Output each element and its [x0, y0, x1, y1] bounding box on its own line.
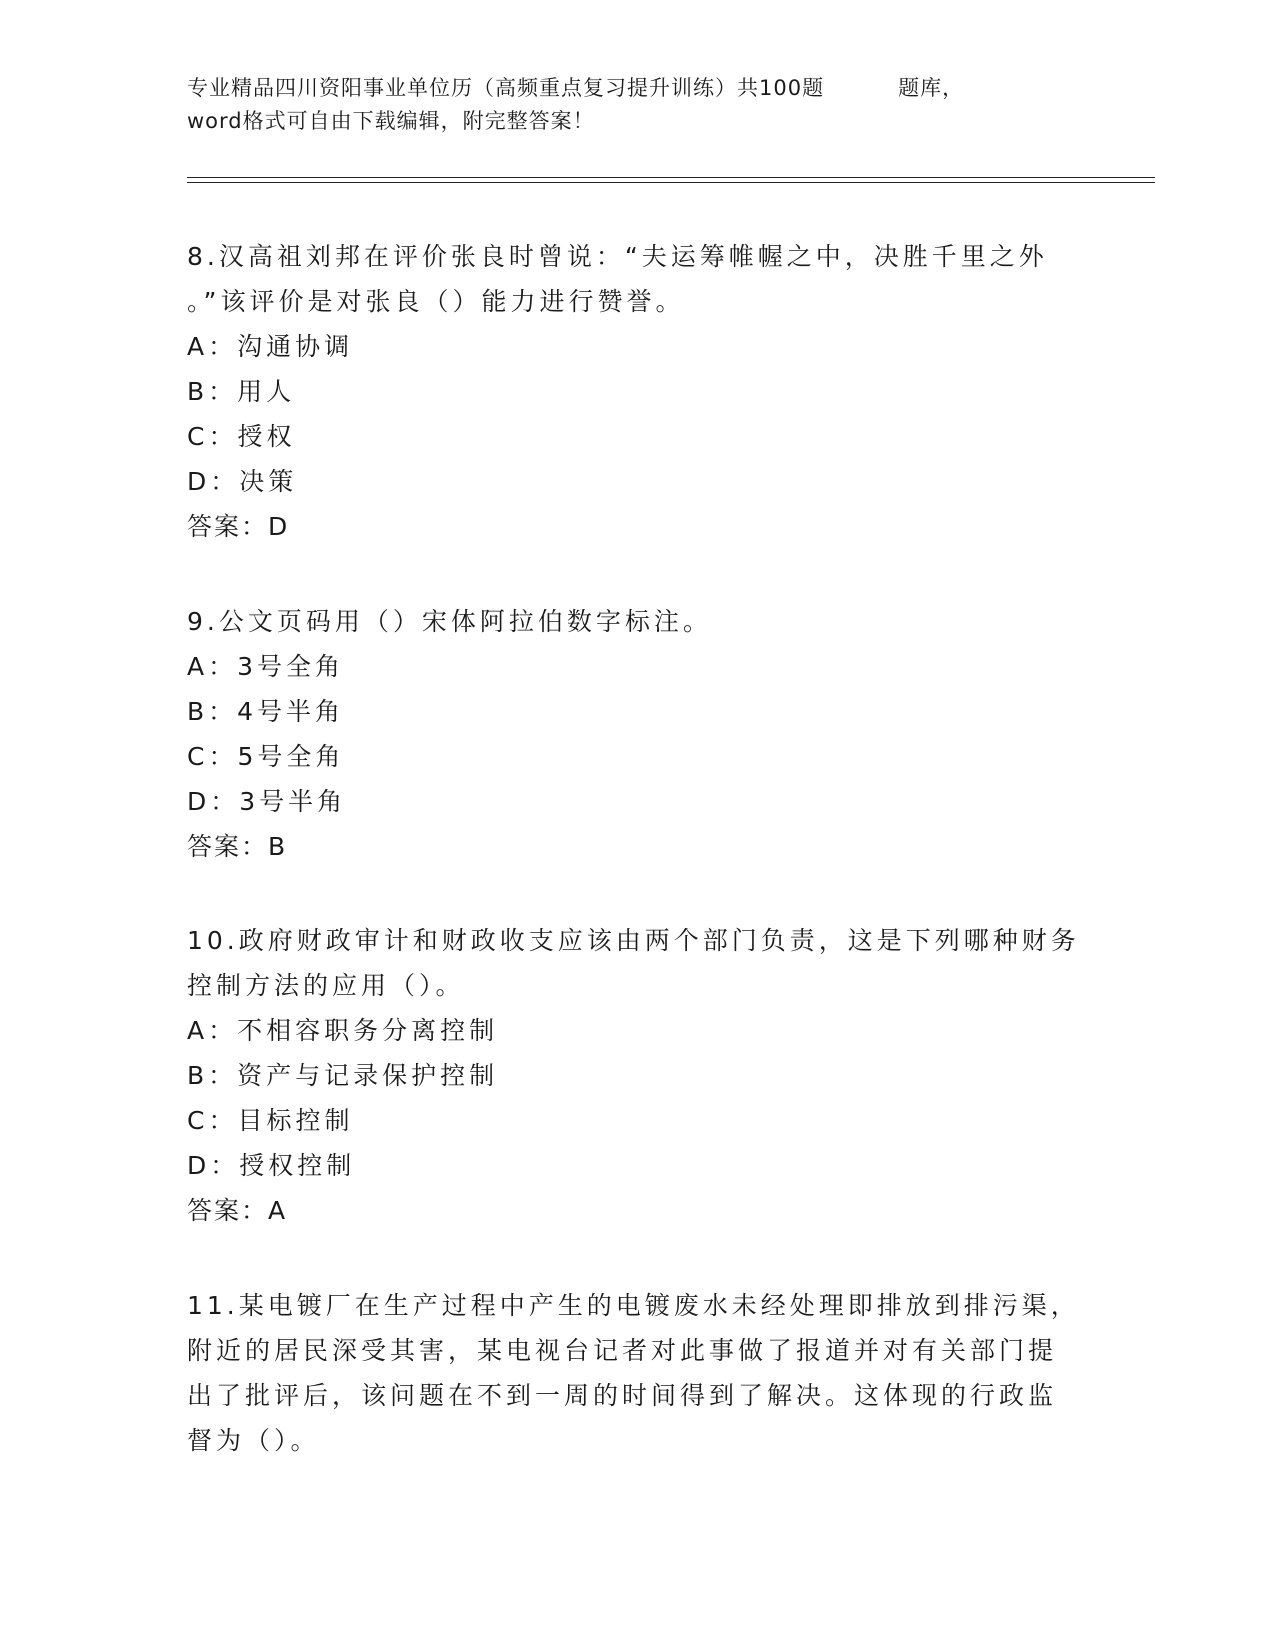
header-title: 专业精品四川资阳事业单位历（高频重点复习提升训练）共100题 [187, 76, 825, 100]
header-line-1 [187, 72, 1087, 105]
answer: 答案：B [187, 832, 288, 861]
question-stem-line: 附近的居民深受其害，某电视台记者对此事做了报道并对有关部门提 [187, 1336, 1058, 1365]
option-b: B：用人 [187, 377, 296, 406]
header-title-suffix: 题库， [898, 76, 965, 100]
question-9 [187, 599, 1087, 869]
option-a: A：3号全角 [187, 652, 345, 681]
question-stem-line: 控制方法的应用（）。 [187, 971, 465, 1000]
question-stem-line: 督为（）。 [187, 1426, 320, 1455]
question-11 [187, 1283, 1087, 1463]
option-c: C：授权 [187, 422, 296, 451]
question-stem-line: 出了批评后，该问题在不到一周的时间得到了解决。这体现的行政监 [187, 1381, 1058, 1410]
answer: 答案：A [187, 1196, 288, 1225]
option-a: A：不相容职务分离控制 [187, 1016, 499, 1045]
option-d: D：3号半角 [187, 787, 347, 816]
document-header [187, 72, 1087, 138]
header-divider-top [187, 177, 1155, 178]
question-8 [187, 234, 1087, 549]
option-b: B：资产与记录保护控制 [187, 1061, 499, 1090]
header-divider-bottom [187, 182, 1155, 183]
answer: 答案：D [187, 512, 290, 541]
header-line-2: word格式可自由下载编辑，附完整答案！ [187, 109, 595, 133]
option-d: D：决策 [187, 467, 298, 496]
option-c: C：目标控制 [187, 1106, 354, 1135]
question-stem-line: 。”该评价是对张良（）能力进行赞誉。 [187, 287, 685, 316]
question-10 [187, 918, 1087, 1233]
option-d: D：授权控制 [187, 1151, 356, 1180]
option-c: C：5号全角 [187, 742, 345, 771]
question-stem-line: 9.公文页码用（）宋体阿拉伯数字标注。 [187, 607, 712, 636]
question-stem-line: 8.汉高祖刘邦在评价张良时曾说：“夫运筹帷幄之中，决胜千里之外 [187, 242, 1048, 271]
option-b: B：4号半角 [187, 697, 345, 726]
option-a: A：沟通协调 [187, 332, 354, 361]
question-stem-line: 10.政府财政审计和财政收支应该由两个部门负责，这是下列哪种财务 [187, 926, 1080, 955]
question-stem-line: 11.某电镀厂在生产过程中产生的电镀废水未经处理即排放到排污渠， [187, 1291, 1080, 1320]
